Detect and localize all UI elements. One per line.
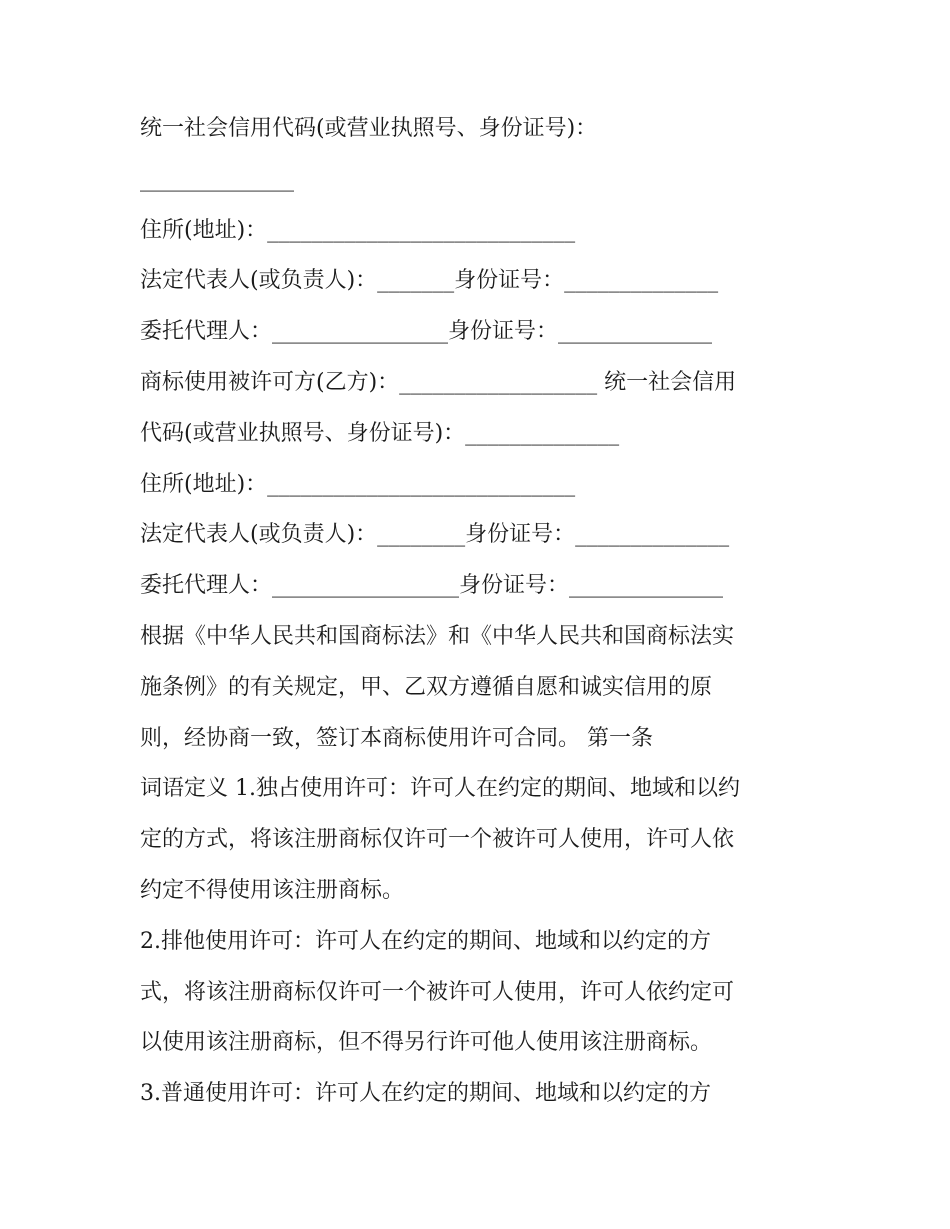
- article-1-line-2: 定的方式，将该注册商标仅许可一个被许可人使用，许可人依: [140, 827, 735, 853]
- licensor-address-line: 住所(地址)：____________________________: [140, 217, 576, 243]
- licensee-credit-code-line: 代码(或营业执照号、身份证号)：______________: [140, 420, 620, 446]
- licensor-credit-code-label: 统一社会信用代码(或营业执照号、身份证号)：: [140, 116, 598, 141]
- licensor-legal-rep-line: 法定代表人(或负责人)：_______身份证号：______________: [140, 268, 719, 294]
- licensor-credit-code-blank: ______________: [140, 166, 294, 192]
- licensee-address-line: 住所(地址)：____________________________: [140, 471, 576, 497]
- article-1-line-3: 约定不得使用该注册商标。: [140, 877, 405, 903]
- exclusive-license-line-3: 以使用该注册商标，但不得另行许可他人使用该注册商标。: [140, 1030, 713, 1056]
- preamble-line-2: 施条例》的有关规定，甲、乙双方遵循自愿和诚实信用的原: [140, 674, 713, 700]
- licensee-legal-rep-line: 法定代表人(或负责人)：________身份证号：______________: [140, 522, 730, 548]
- ordinary-license-line-1: 3.普通使用许可：许可人在约定的期间、地域和以约定的方: [140, 1081, 711, 1107]
- exclusive-license-line-2: 式，将该注册商标仅许可一个被许可人使用，许可人依约定可: [140, 979, 735, 1005]
- exclusive-license-line-1: 2.排他使用许可：许可人在约定的期间、地域和以约定的方: [140, 928, 711, 954]
- licensee-party-line: 商标使用被许可方(乙方)：__________________ 统一社会信用: [140, 369, 737, 395]
- document-body: [140, 104, 812, 1120]
- licensee-agent-line: 委托代理人：_________________身份证号：______________: [140, 573, 724, 599]
- licensor-agent-line: 委托代理人：________________身份证号：______________: [140, 319, 713, 345]
- preamble-line-3: 则，经协商一致，签订本商标使用许可合同。 第一条: [140, 725, 653, 751]
- preamble-line-1: 根据《中华人民共和国商标法》和《中华人民共和国商标法实: [140, 623, 735, 649]
- article-1-line-1: 词语定义 1.独占使用许可：许可人在约定的期间、地域和以约: [140, 776, 740, 802]
